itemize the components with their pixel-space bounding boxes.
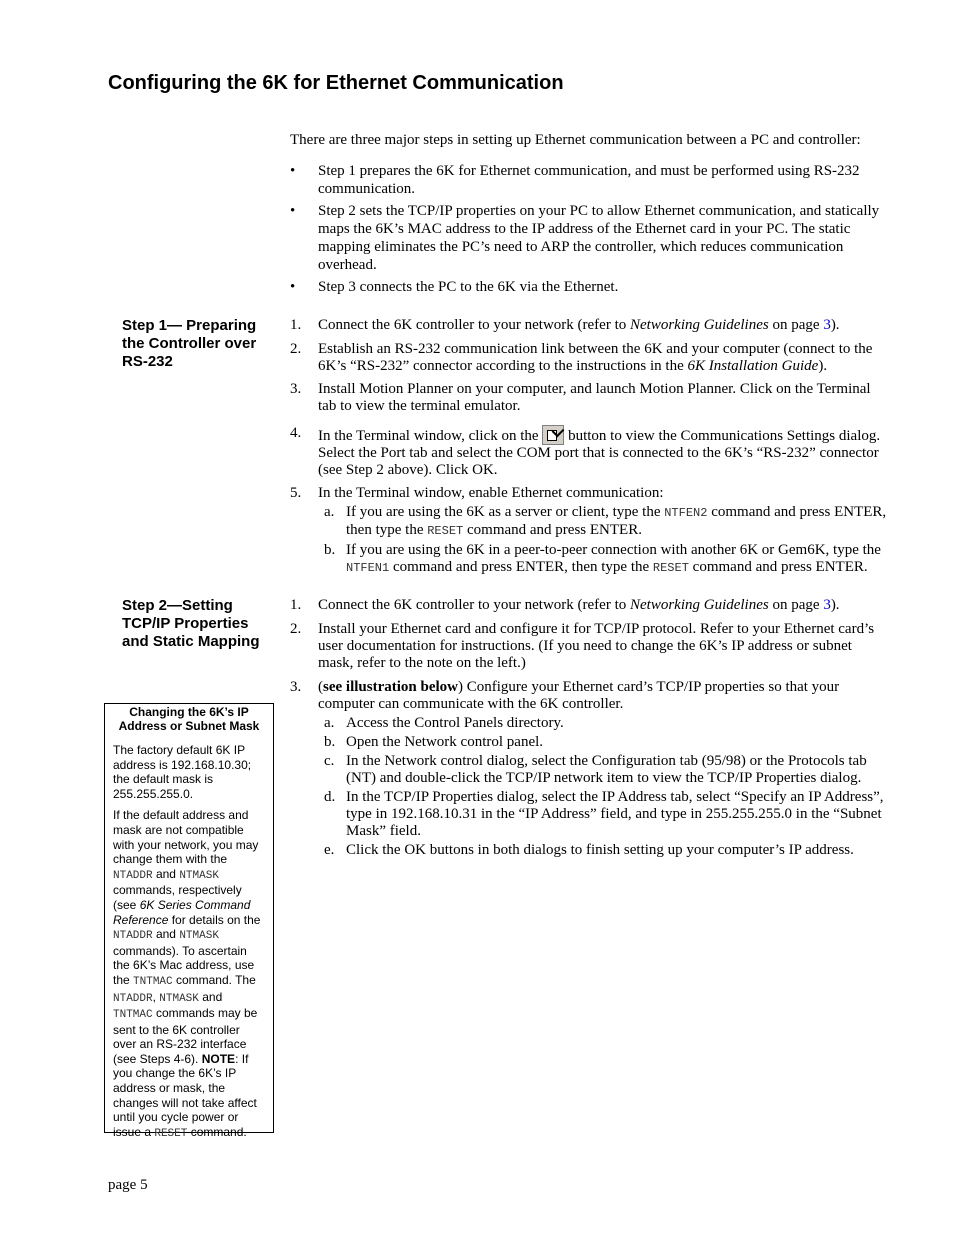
- page-link[interactable]: 3: [823, 597, 831, 613]
- sub-list: [318, 504, 890, 577]
- list-item: a. If you are using the 6K as a server or client, type the NTFEN2 command and press ENTER, then type the RESET command and press ENTER.: [324, 504, 887, 538]
- step1-list: [290, 317, 890, 579]
- bullet-icon: •: [290, 203, 296, 219]
- page-title: Configuring the 6K for Ethernet Communication: [108, 72, 564, 94]
- list-item: 2. Install your Ethernet card and configure it for TCP/IP protocol. Refer to your Ethernet card’s user documentation for instructions. (If you need to change the 6K’s IP address or subnet mask, refer to the note on the left.): [290, 621, 875, 671]
- command-code: TNTMAC: [133, 975, 173, 988]
- page-number: page 5: [108, 1177, 148, 1193]
- list-item: a. Access the Control Panels directory.: [324, 715, 564, 731]
- list-item: 5. In the Terminal window, enable Ethernet communication: a. If you are using the 6K as a server or client, type the NTFEN2 command and press ENTER, then type the RESET command and press ENTER. b. If you are using the 6K in a peer-to-peer connection with another 6K or Gem6K, type the NTFEN1 command and press ENTER, then type the RESET command and press ENTER.: [290, 485, 890, 577]
- list-item: • Step 2 sets the TCP/IP properties on your PC to allow Ethernet communication, and statically maps the 6K’s MAC address to the IP address of the Ethernet card in your PC. The static mapping eliminates the PC’s need to ARP the controller, which reduces communication overhead.: [290, 203, 880, 273]
- command-code: NTMASK: [179, 930, 219, 943]
- intro-paragraph: There are three major steps in setting up Ethernet communication between a PC and controller:: [290, 132, 861, 148]
- list-item: • Step 1 prepares the 6K for Ethernet communication, and must be performed using RS-232 communication.: [290, 163, 860, 197]
- note-sidebar: [104, 703, 274, 1140]
- command-code: RESET: [427, 524, 464, 538]
- list-item: 3. (see illustration below) Configure your Ethernet card’s TCP/IP properties so that your computer can communicate with the 6K controller. a. Access the Control Panels directory. b. Open the Network control panel. c. In the Network control dialog, select the Configuration tab (95/98) or the Protocols tab (NT) and double-click the TCP/IP network item to view the TCP/IP Properties dialog. d. In the TCP/IP Properties dialog, select the IP Address tab, select “Specify an IP Address”, type in 192.168.10.31 in the “IP Address” field, and type in 255.255.255.0 in the “Subnet Mask” field. e. Click the OK buttons in both dialogs to finish setting up your computer’s IP address.: [290, 679, 890, 859]
- list-item: 4. In the Terminal window, click on the button to view the Communications Settings dialog. Select the Port tab and select the COM port that is connected to the 6K’s “RS-232” connector (see Step 2 above). Click OK.: [290, 425, 881, 478]
- command-code: RESET: [652, 561, 689, 575]
- note-title: Changing the 6K’s IP Address or Subnet Mask: [118, 705, 260, 733]
- step2-heading: Step 2—Setting TCP/IP Properties and Static Mapping: [122, 597, 260, 650]
- command-code: NTFEN2: [664, 506, 708, 520]
- list-item: d. In the TCP/IP Properties dialog, select the IP Address tab, select “Specify an IP Address”, type in 192.168.10.31 in the “IP Address” field, and type in 255.255.255.0 in the “Subnet Mask” field.: [324, 789, 884, 839]
- list-item: e. Click the OK buttons in both dialogs to finish setting up your computer’s IP address.: [324, 842, 854, 858]
- page-link[interactable]: 3: [823, 317, 831, 333]
- list-item: b. If you are using the 6K in a peer-to-peer connection with another 6K or Gem6K, type the NTFEN1 command and press ENTER, then type the RESET command and press ENTER.: [324, 542, 881, 575]
- list-item: 1. Connect the 6K controller to your network (refer to Networking Guidelines on page 3).: [290, 597, 840, 613]
- command-code: NTFEN1: [346, 561, 390, 575]
- step1-heading: Step 1— Preparing the Controller over RS-232: [122, 317, 257, 370]
- list-item: 1. Connect the 6K controller to your network (refer to Networking Guidelines on page 3).: [290, 317, 840, 333]
- command-code: NTADDR: [113, 992, 153, 1005]
- sub-list: [318, 715, 890, 859]
- command-code: NTADDR: [113, 869, 153, 882]
- list-item: • Step 3 connects the PC to the 6K via the Ethernet.: [290, 279, 619, 295]
- command-code: NTADDR: [113, 930, 153, 943]
- list-item: 3. Install Motion Planner on your computer, and launch Motion Planner. Click on the Terminal tab to view the terminal emulator.: [290, 381, 871, 414]
- bullet-icon: •: [290, 279, 296, 295]
- list-item: c. In the Network control dialog, select the Configuration tab (95/98) or the Protocols tab (NT) and double-click the TCP/IP network item to view the TCP/IP Properties dialog.: [324, 753, 867, 786]
- command-code: NTMASK: [159, 992, 199, 1005]
- bullet-icon: •: [290, 163, 296, 179]
- communications-settings-icon[interactable]: [542, 425, 564, 445]
- note-paragraph: The factory default 6K IP address is 192.168.10.30; the default mask is 255.255.255.0.: [113, 743, 252, 801]
- step2-list: [290, 597, 890, 861]
- list-item: b. Open the Network control panel.: [324, 734, 544, 750]
- command-code: RESET: [154, 1127, 188, 1140]
- overview-bullets: [290, 162, 890, 300]
- note-paragraph: If the default address and mask are not compatible with your network, you may change them with the NTADDR and NTMASK commands, respectively (see 6K Series Command Reference for details on the NTADDR and NTMASK commands). To ascertain the 6K’s Mac address, use the TNTMAC command. The NTADDR, NTMASK and TNTMAC commands may be sent to the 6K controller over an RS-232 interface (see Steps 4-6). NOTE: If you change the 6K’s IP address or mask, the changes will not take affect until you cycle power or issue a RESET command.: [113, 808, 261, 1140]
- command-code: NTMASK: [179, 869, 219, 882]
- list-item: 2. Establish an RS-232 communication link between the 6K and your computer (connect to the 6K’s “RS-232” connector according to the instructions in the 6K Installation Guide).: [290, 341, 873, 374]
- command-code: TNTMAC: [113, 1009, 153, 1022]
